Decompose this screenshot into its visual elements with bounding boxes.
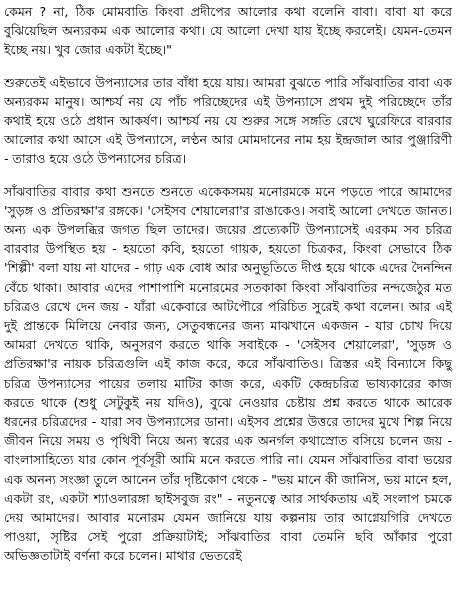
paragraph-2: শুরুতেই এইভাবে উপন্যাসের তার বাঁধা হয়ে যায়। আমরা বুঝতে পারি সাঁঝবাতির বাবা এক অন্যরকম মানুষ। আশ্চর্য নয় যে পাঁচ পরিচ্ছেদের এই উপন্যাসে প্রথম দুই পরিচ্ছেদে তাঁর কথাই হয়ে ওঠে প্রধান আকর্ষণ। আশ্চর্য নয় যে শুরুর সঙ্গে সঙ্গতি রেখে ঘুরেফিরে বারবার আলোর কথা আসে এই উপন্যাসে, লণ্ঠন আর মোমদানের নাম হয় ইন্দ্রজাল আর পুঞ্জারিণী - তারাও হয়ে ওঠে উপন্যাসের চরিত্র। (4, 74, 452, 167)
paragraph-1: কেমন ? না, ঠিক মোমবাতি কিংবা প্রদীপের আলোর কথা বলেনি বাবা। বাবা যা করে বুঝিয়েছিল অন্যরকম এক আলোর কথা। যে আলো দেখা যায় ইচ্ছে করলেই। যেমন-তেমন ইচ্ছে নয়। খুব জোর একটা ইচ্ছে।" (4, 4, 452, 58)
paragraph-3: সাঁঝবাতির বাবার কথা শুনতে শুনতে একেকসময় মনোরমকে মনে পড়তে পারে আমাদের 'সুড়ঙ্গ ও প্রতিরক্ষা'র রঙ্গকে। 'সেইসব শেয়ালেরা'র রাঙাকেও। সবাই আলো দেখতে জানত। অন্য এক উপলব্ধির জগত ছিল তাদের। জয়ের প্রত্যেকটি উপন্যাসেই এরকম সব চরিত্র বারবার উপস্থিত হয় - হয়তো কবি, হয়তো গায়ক, হয়তো চিত্রকর, কিংবা সেভাবে ঠিক 'শিল্পী' বলা যায় না যাদের - গাঢ় এক বোধ আর অনুভূতিতে দীপ্ত হয়ে থাকে এদের দৈনন্দিন বেঁচে থাকা। আবার এদের পাশাপাশি মনোরমের সতকাকা কিংবা সাঁঝবাতির নন্দজেঠুর মত চরিত্রও রেখে দেন জয় - যাঁরা একেবারে আটপৌরে পরিচিত সুরেই কথা বলেন। আর এই দুই প্রান্তকে মিলিয়ে নেবার জন্য, সেতুবন্ধনের জন্য মাঝখানে একজন - যার চোখ দিয়ে আমরা দেখতে থাকি, অনুসরণ করতে থাকি সবাইকে - 'সেইসব শেয়ালেরা', 'সুড়ঙ্গ ও প্রতিরক্ষা'র নায়ক চরিত্রগুলি এই কাজ করে, করে সাঁঝবাতিও। ত্রিস্তর এই বিন্যাসে কিছু চরিত্র উপন্যাসের পায়ের তলায় মাটির কাজ করে, একটি কেন্দ্রচরিত্র ভাষ্যকারের কাজ করতে থাকে (শুধু সেটুকুই নয় যদিও), বুঝে নেওয়ার চেষ্টায় প্রশ্ন করতে থাকে আরেক ধরনের চরিত্রদের - যারা সব উপন্যাসের ডানা। এইসব প্রশ্নের উত্তরে তাদের মুখে শিল্প নিয়ে জীবন নিয়ে সময় ও পৃথিবী নিয়ে অন্য স্বরের এক অনর্গল কথাস্রোত বসিয়ে চলেন জয় - বাংলাসাহিত্যে যার কোন পূর্বসূরী আমি মনে করতে পারি না। যেমন সাঁঝবাতির বাবা ভয়ের এক অনন্য সংজ্ঞা তুলে আনেন তাঁর দৃষ্টিকোণ থেকে - "ভয় মানে কী জানিস, ভয় মানে হল, একটা রং, একটা শ্যাওলারঙ্গা ছাইসবুজ রং" - নতুনত্বে আর সার্থকতায় এই সংলাপ চমকে দেয় আমাদের। আবার মনোরম যেমন জানিয়ে যায় কল্পনায় তার আগ্নেয়গিরি দেখতে পাওয়া, সৃষ্টির সেই পুরো প্রক্রিয়াটাই; সাঁঝবাতির বাবা তেমনি ছবি আঁকার পুরো অভিজ্ঞতাটাই বর্ণনা করে চলেন। মাথার ভেতরেই (4, 183, 452, 564)
